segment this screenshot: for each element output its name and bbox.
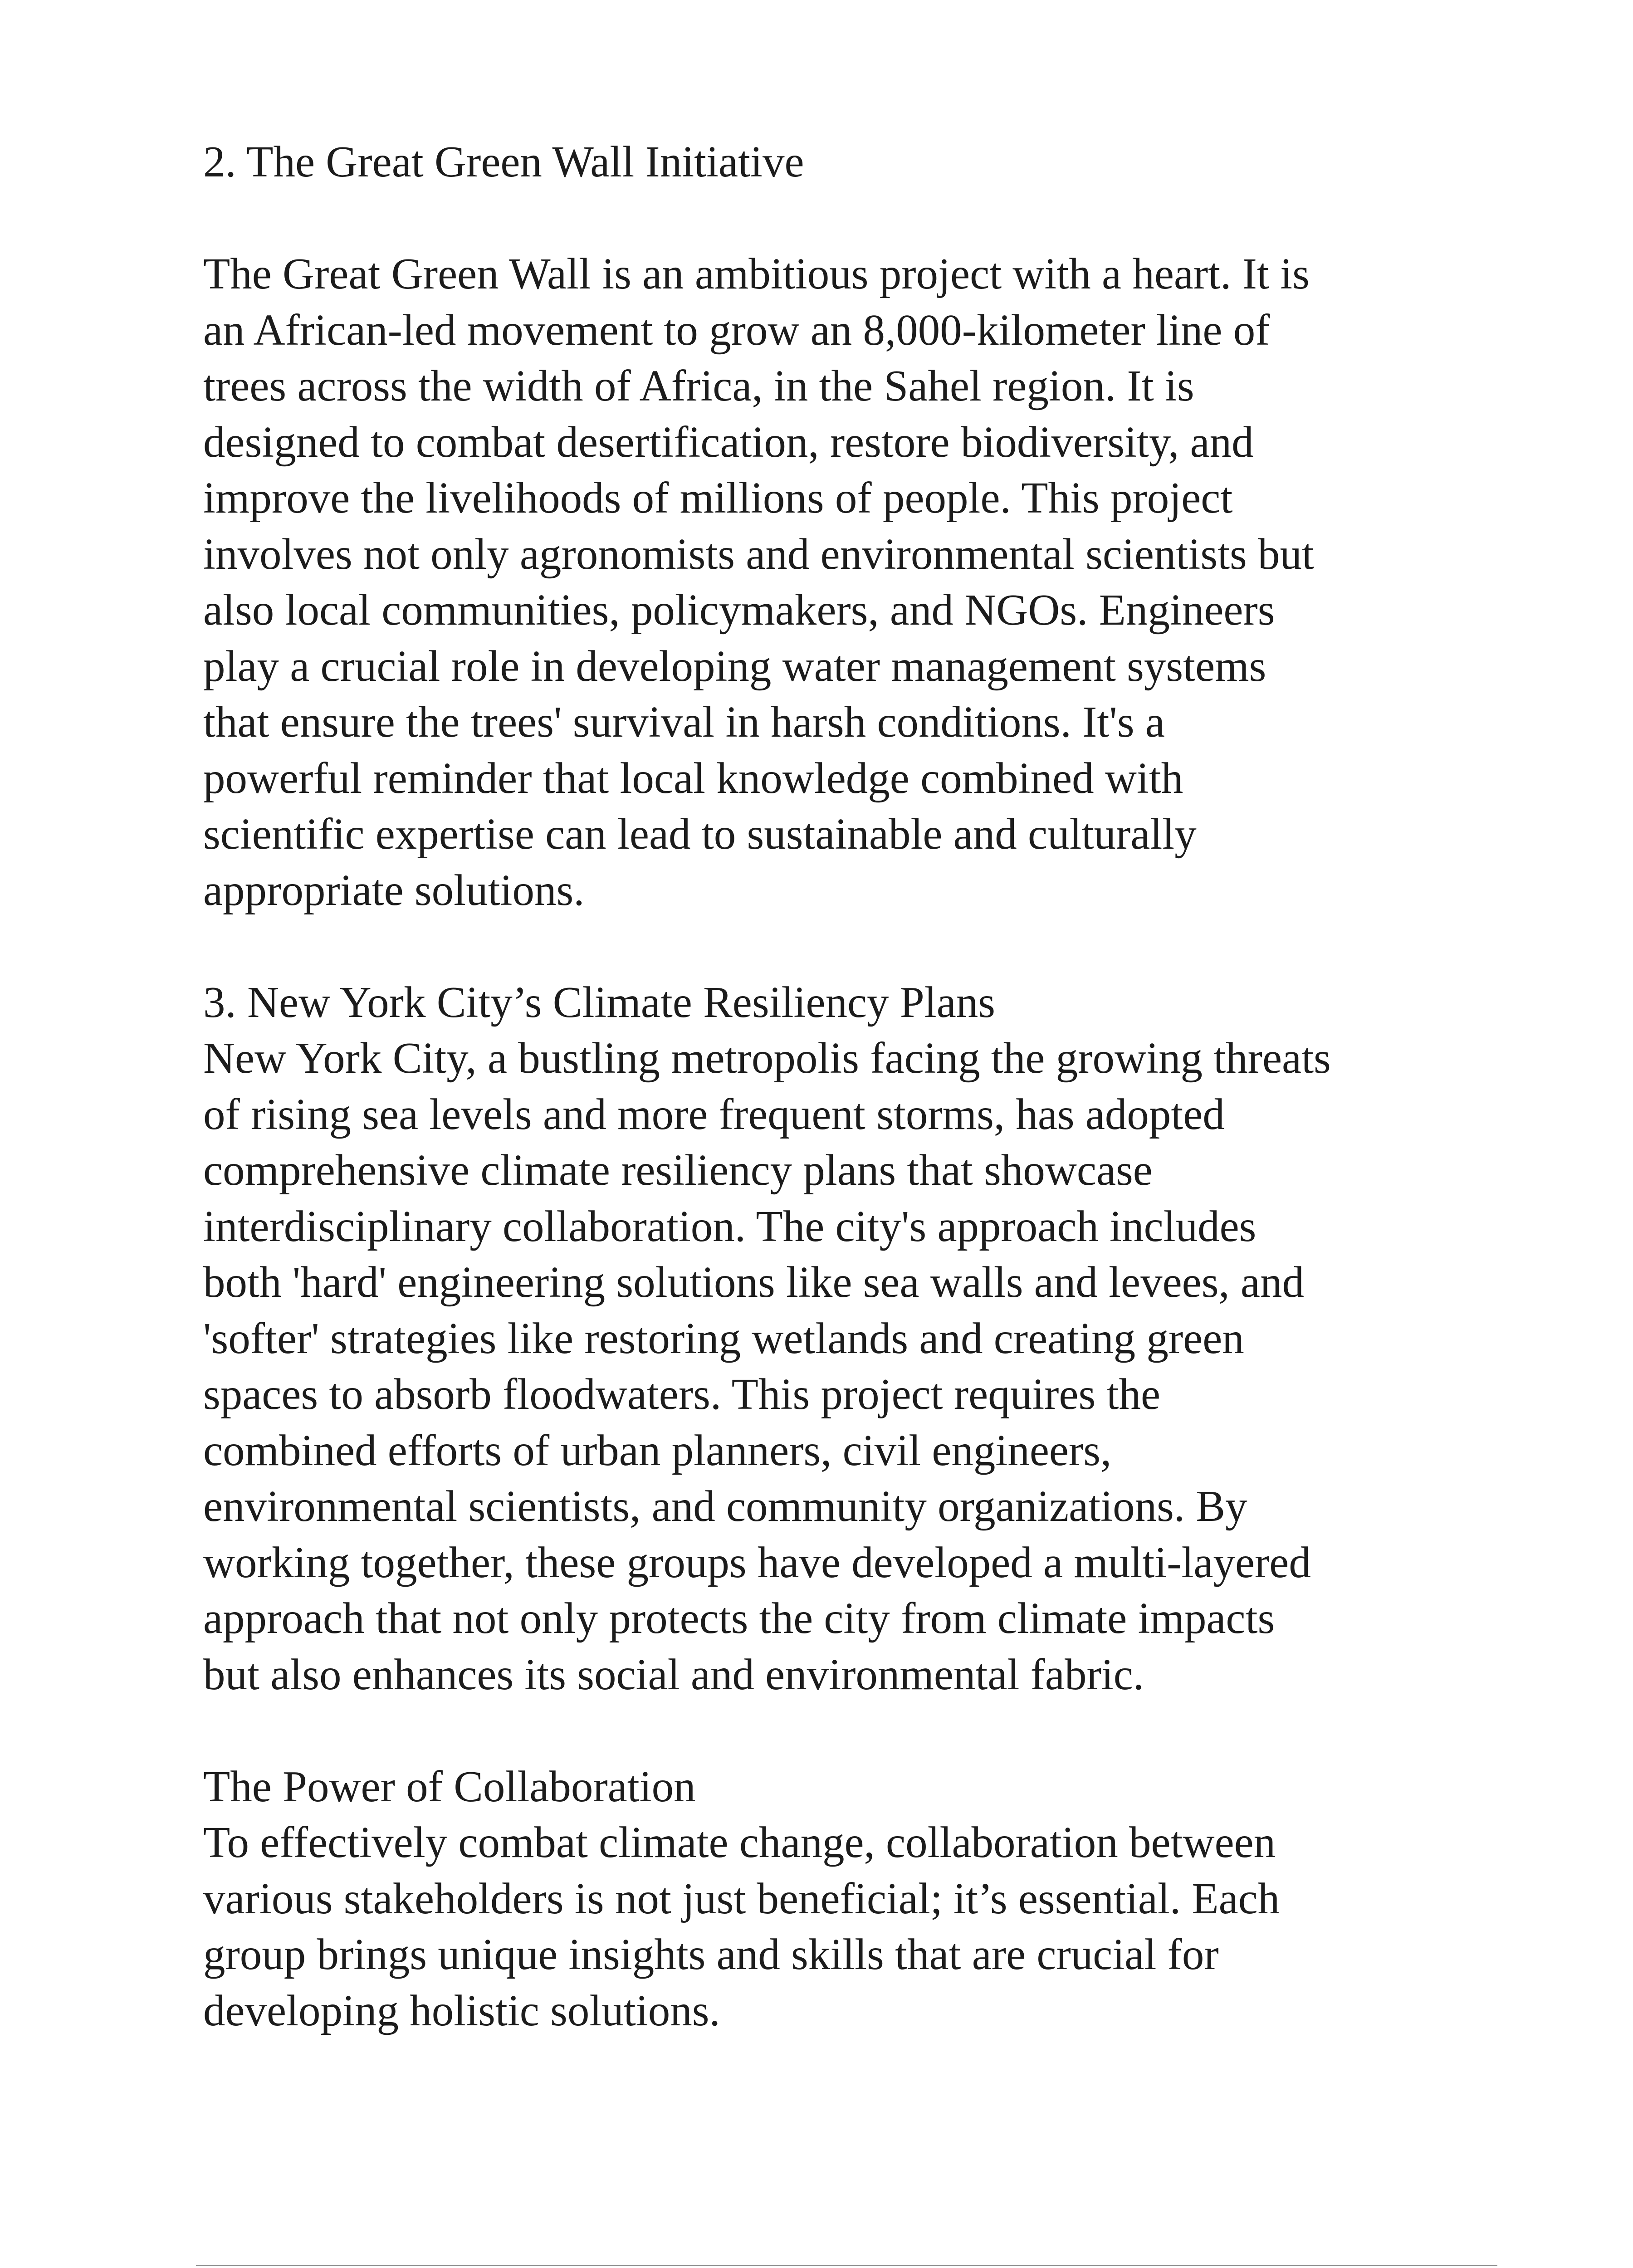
paragraph-line: that ensure the trees' survival in harsh conditions. It's a (203, 698, 1165, 746)
paragraph-line: improve the livelihoods of millions of people. This project (203, 474, 1233, 522)
paragraph-line: group brings unique insights and skills that are crucial for (203, 1930, 1219, 1979)
paragraph-line: environmental scientists, and community organizations. By (203, 1482, 1247, 1530)
paragraph-line: but also enhances its social and environmental fabric. (203, 1650, 1144, 1699)
paragraph-line: play a crucial role in developing water management systems (203, 641, 1266, 690)
section-paragraph (203, 1814, 1523, 2038)
paragraph-line: combined efforts of urban planners, civil engineers, (203, 1426, 1112, 1475)
paragraph-line: To effectively combat climate change, collaboration between (203, 1818, 1276, 1867)
paragraph-line: developing holistic solutions. (203, 1986, 720, 2035)
paragraph-line: various stakeholders is not just beneficial; it’s essential. Each (203, 1874, 1280, 1923)
paragraph-line: an African-led movement to grow an 8,000-kilometer line of (203, 305, 1270, 354)
section-spacer (203, 1702, 1523, 1759)
paragraph-line: 'softer' strategies like restoring wetlands and creating green (203, 1314, 1244, 1363)
section-heading: 3. New York City’s Climate Resiliency Plans (203, 978, 995, 1026)
paragraph-line: approach that not only protects the city from climate impacts (203, 1594, 1275, 1642)
paragraph-line: both 'hard' engineering solutions like sea walls and levees, and (203, 1258, 1304, 1306)
section-paragraph (203, 246, 1523, 918)
section-nyc-resiliency (203, 974, 1523, 1703)
section-great-green-wall (203, 134, 1523, 918)
paragraph-line: of rising sea levels and more frequent storms, has adopted (203, 1090, 1225, 1139)
paragraph-line: The Great Green Wall is an ambitious project with a heart. It is (203, 249, 1310, 298)
paragraph-line: comprehensive climate resiliency plans that showcase (203, 1146, 1153, 1194)
paragraph-line: trees across the width of Africa, in the Sahel region. It is (203, 362, 1194, 410)
section-spacer (203, 190, 1523, 246)
paragraph-line: involves not only agronomists and environmental scientists but (203, 529, 1314, 578)
section-heading: 2. The Great Green Wall Initiative (203, 137, 804, 186)
paragraph-line: spaces to absorb floodwaters. This project requires the (203, 1370, 1161, 1418)
paragraph-line: interdisciplinary collaboration. The city's approach includes (203, 1202, 1257, 1251)
paragraph-line: New York City, a bustling metropolis facing the growing threats (203, 1034, 1331, 1082)
paragraph-line: powerful reminder that local knowledge combined with (203, 753, 1183, 802)
paragraph-line: scientific expertise can lead to sustainable and culturally (203, 810, 1197, 858)
paragraph-line: working together, these groups have developed a multi-layered (203, 1538, 1311, 1587)
footer-divider (196, 2265, 1497, 2266)
section-spacer (203, 918, 1523, 974)
paragraph-line: appropriate solutions. (203, 865, 585, 914)
paragraph-line: also local communities, policymakers, and NGOs. Engineers (203, 586, 1275, 634)
section-power-of-collaboration (203, 1759, 1523, 2039)
section-heading: The Power of Collaboration (203, 1762, 696, 1811)
paragraph-line: designed to combat desertification, restore biodiversity, and (203, 417, 1254, 466)
page-body (203, 134, 1523, 2038)
section-paragraph (203, 1030, 1523, 1702)
